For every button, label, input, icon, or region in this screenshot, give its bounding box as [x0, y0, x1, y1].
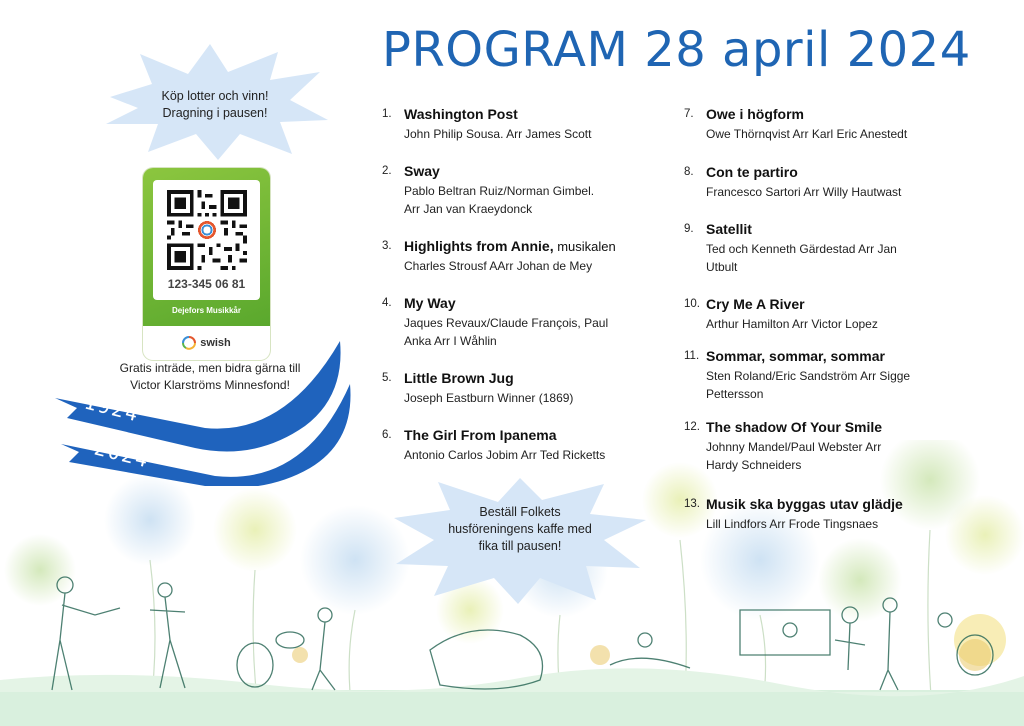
item-number: 2.: [382, 165, 392, 177]
coffee-note: [390, 504, 650, 555]
donation-line: Victor Klarströms Minnesfond!: [130, 378, 290, 392]
program-item: [382, 425, 642, 464]
song-credit: Sten Roland/Eric Sandström Arr Sigge: [706, 369, 911, 383]
program-item: [684, 104, 924, 143]
song-title: My Way: [404, 295, 456, 311]
song-credit: Owe Thörnqvist Arr Karl Eric Anestedt: [706, 127, 908, 141]
song-title: Satellit: [706, 221, 752, 237]
qr-code-icon[interactable]: [167, 190, 247, 270]
program-item: [382, 104, 642, 143]
song-title: The shadow Of Your Smile: [706, 419, 883, 435]
coffee-line: husföreningens kaffe med: [448, 522, 592, 536]
song-credit: Hardy Schneiders: [706, 458, 802, 472]
donation-line: Gratis inträde, men bidra gärna till: [119, 361, 301, 375]
song-credit: Arr Jan van Kraeydonck: [404, 202, 533, 216]
lottery-line: Köp lotter och vinn!: [161, 89, 269, 103]
coffee-line: fika till pausen!: [478, 539, 562, 553]
donation-note: [100, 360, 320, 394]
song-credit: Joseph Eastburn Winner (1869): [404, 391, 574, 405]
coffee-starburst: [390, 478, 650, 606]
program-item: [684, 294, 924, 333]
song-credit: Antonio Carlos Jobim Arr Ted Ricketts: [404, 448, 606, 462]
ribbon-year-2024: 2024: [91, 435, 153, 473]
item-number: 4.: [382, 297, 392, 309]
song-title: Musik ska byggas utav glädje: [706, 496, 903, 512]
song-credit: John Philip Sousa. Arr James Scott: [404, 127, 592, 141]
program-item: [684, 346, 924, 403]
item-number: 6.: [382, 429, 392, 441]
program-item: [684, 162, 924, 201]
coffee-line: Beställ Folkets: [479, 505, 561, 519]
song-title: Washington Post: [404, 106, 518, 122]
swish-qr-panel: [153, 180, 260, 300]
song-credit: Ted och Kenneth Gärdestad Arr Jan: [706, 242, 897, 256]
song-credit: Pettersson: [706, 387, 764, 401]
ribbon-year-1924: 1924: [81, 389, 143, 427]
lottery-line: Dragning i pausen!: [162, 106, 268, 120]
song-credit: Arthur Hamilton Arr Victor Lopez: [706, 317, 878, 331]
page-title: PROGRAM 28 april 2024: [382, 22, 971, 78]
song-credit: Johnny Mandel/Paul Webster Arr: [706, 440, 882, 454]
swish-organization: Dejefors Musikkår: [172, 306, 241, 315]
item-number: 7.: [684, 108, 694, 120]
item-number: 1.: [382, 108, 392, 120]
song-title: Con te partiro: [706, 164, 798, 180]
program-item: [382, 161, 642, 218]
song-credit: Charles Strousf AArr Johan de Mey: [404, 259, 593, 273]
item-number: 5.: [382, 372, 392, 384]
program-item: [382, 236, 642, 275]
swish-number: 123-345 06 81: [167, 277, 246, 291]
song-title: Highlights from Annie, musikalen: [404, 238, 616, 254]
song-credit: Francesco Sartori Arr Willy Hautwast: [706, 185, 902, 199]
song-title: Owe i högform: [706, 106, 804, 122]
lottery-starburst: [100, 42, 330, 162]
item-number: 12.: [684, 421, 700, 433]
program-item: [382, 368, 642, 407]
song-credit: Lill Lindfors Arr Frode Tingsnaes: [706, 517, 879, 531]
song-credit: Anka Arr I Wåhlin: [404, 334, 497, 348]
song-title: The Girl From Ipanema: [404, 427, 557, 443]
program-item: [382, 293, 642, 350]
song-credit: Utbult: [706, 260, 738, 274]
swish-qr-card[interactable]: [143, 168, 270, 360]
swish-brand: swish: [200, 337, 231, 349]
program-item: [684, 219, 924, 276]
program-list-left: [382, 104, 642, 464]
program-item: [684, 417, 924, 474]
song-title: Cry Me A River: [706, 296, 805, 312]
program-list-right: [684, 104, 924, 533]
program-item: [684, 494, 924, 533]
item-number: 3.: [382, 240, 392, 252]
song-title: Sommar, sommar, sommar: [706, 348, 885, 364]
song-title: Little Brown Jug: [404, 370, 514, 386]
lottery-note: [100, 88, 330, 122]
song-title: Sway: [404, 163, 440, 179]
song-credit: Pablo Beltran Ruiz/Norman Gimbel.: [404, 184, 595, 198]
item-number: 11.: [684, 350, 700, 362]
song-credit: Jaques Revaux/Claude François, Paul: [404, 316, 609, 330]
item-number: 9.: [684, 223, 694, 235]
item-number: 8.: [684, 166, 694, 178]
item-number: 10.: [684, 298, 700, 310]
dandelion-shape: [213, 488, 297, 572]
item-number: 13.: [684, 498, 700, 510]
